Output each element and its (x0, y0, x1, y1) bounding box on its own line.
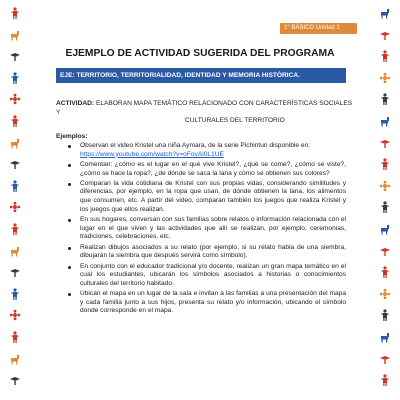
bird-motif-icon (9, 157, 21, 169)
example-text-4: En sus hogares, conversan con sus familias sobre relatos o información relacionada con el lugar en el que viven y las actividades que allí se realizan, por ejemplo, ceremonias, tradiciones, celebraciones, etc. (80, 216, 346, 241)
examples-list (80, 142, 346, 318)
person-motif-icon (9, 6, 21, 18)
bird-motif-icon (9, 373, 21, 385)
person-motif-icon (379, 308, 391, 320)
list-item (80, 263, 346, 289)
person-motif-icon (379, 373, 391, 385)
bullet-icon (68, 266, 71, 269)
right-decorative-border (374, 0, 396, 400)
bird-motif-icon (379, 136, 391, 148)
example-text-3: Comparan la vida cotidiana de Kristel con sus propias vidas, considerando similitudes y diferencias, por ejemplo, en la ropa que usan, de dónde obtienen la lana, los alimentos que consumen, etc. A partir del video, comparan también los juegos que realiza Kristel y los juegos que ellos realizan. (80, 179, 346, 213)
animal-motif-icon (379, 222, 391, 234)
list-item (80, 216, 346, 242)
bullet-icon (68, 183, 71, 186)
person-motif-icon (9, 179, 21, 191)
flower-motif-icon (379, 179, 391, 191)
list-item (80, 244, 346, 261)
left-decorative-border (4, 0, 26, 400)
animal-motif-icon (9, 28, 21, 40)
examples-label: Ejemplos: (56, 133, 88, 140)
animal-motif-icon (379, 114, 391, 126)
animal-motif-icon (9, 244, 21, 256)
bullet-icon (68, 293, 71, 296)
bullet-icon (68, 164, 71, 167)
bird-motif-icon (379, 244, 391, 256)
animal-motif-icon (9, 352, 21, 364)
example-text-6: En conjunto con el educador tradicional y/o docente, realizan un gran mapa temático en el cual los estudiantes, ubicarán los símbolos asociados a historias o conocimientos culturales del territorio habitado. (80, 262, 346, 287)
bird-motif-icon (9, 265, 21, 277)
example-text-1: Observan el video Kristel una niña Aymara, de la serie Pichintun disponible en: (80, 142, 311, 149)
bullet-icon (68, 247, 71, 250)
eje-banner: EJE: TERRITORIO, TERRITORIALIDAD, IDENTIDAD Y MEMORIA HISTÓRICA. (56, 68, 346, 83)
activity-text-line2: CULTURALES DEL TERRITORIO (185, 117, 285, 124)
person-motif-icon (379, 92, 391, 104)
bullet-icon (68, 145, 71, 148)
person-motif-icon (9, 287, 21, 299)
animal-motif-icon (9, 136, 21, 148)
person-motif-icon (9, 71, 21, 83)
flower-motif-icon (9, 200, 21, 212)
bird-motif-icon (379, 28, 391, 40)
bullet-icon (68, 219, 71, 222)
list-item (80, 290, 346, 316)
person-motif-icon (379, 157, 391, 169)
person-motif-icon (9, 330, 21, 342)
activity-label: ACTIVIDAD: (56, 100, 95, 107)
page-title: EJEMPLO DE ACTIVIDAD SUGERIDA DEL PROGRAMA (65, 48, 335, 59)
person-motif-icon (9, 114, 21, 126)
video-link[interactable]: https://www.youtube.com/watch?v=oFovAl0L1UE (80, 150, 224, 158)
person-motif-icon (9, 222, 21, 234)
person-motif-icon (379, 265, 391, 277)
example-text-5: Realizan dibujos asociados a su relato (por ejemplo, si su relato habla de una siembra, dibujarán la siembra que después servirá como símbolo). (80, 243, 346, 260)
flower-motif-icon (9, 92, 21, 104)
flower-motif-icon (379, 287, 391, 299)
flower-motif-icon (379, 71, 391, 83)
activity-text-line1: ELABORAN MAPA TEMÁTICO RELACIONADO CON CARACTERÍSTICAS SOCIALES Y (56, 100, 353, 116)
activity-heading (56, 100, 356, 126)
bird-motif-icon (379, 352, 391, 364)
animal-motif-icon (379, 6, 391, 18)
animal-motif-icon (379, 330, 391, 342)
person-motif-icon (379, 200, 391, 212)
flower-motif-icon (9, 308, 21, 320)
example-text-7: Ubican el mapa en un lugar de la sala e invitan a las familias a una presentación del mapa y cada familia junto a sus hijos, presenta su relato y/o información, ubicando el símbolo donde corresponde en el mapa. (80, 290, 346, 315)
example-text-2: Comentan: ¿cómo es el lugar en el que vive Kristel?, ¿qué se come?, ¿cómo se viste?, ¿cómo se hace la ropa?, ¿de dónde se saca la lana y cómo se obtienen sus colores? (80, 160, 346, 177)
list-item (80, 161, 346, 178)
list-item (80, 180, 346, 215)
list-item (80, 142, 346, 159)
grade-unit-badge: 1° BÁSICO Unidad 1 (280, 23, 357, 34)
